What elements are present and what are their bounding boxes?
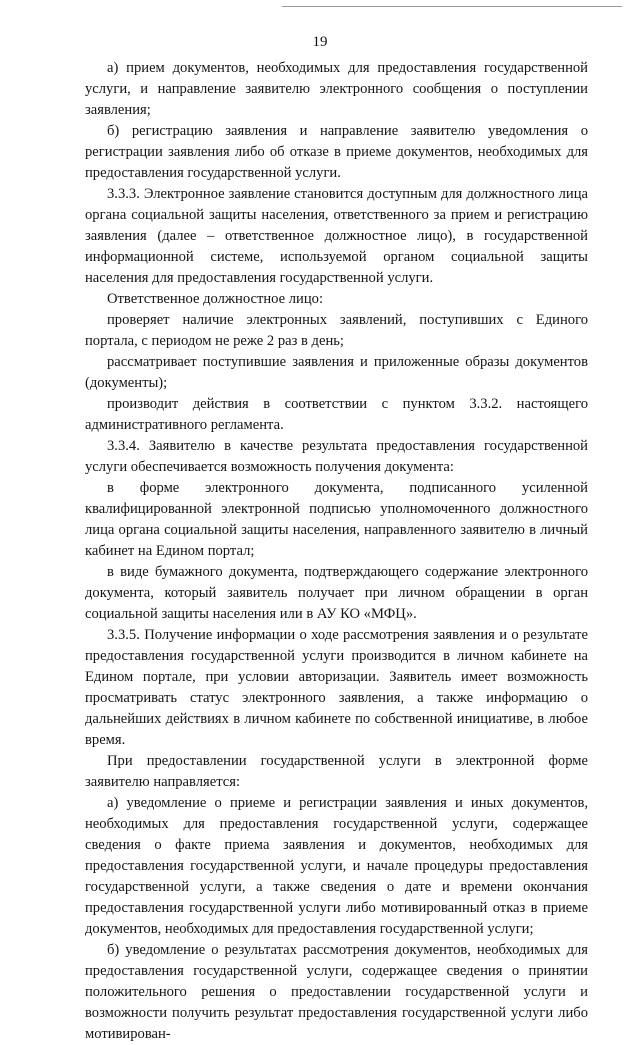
document-body: [85, 58, 588, 1045]
paragraph: Ответственное должностное лицо:: [107, 291, 323, 307]
top-rule: [282, 6, 622, 7]
paragraph: б) уведомление о результатах рассмотрения документов, необходимых для предоставления государственной услуги, содержащее сведения о принятии положительного решения о предоставлении государственной услуги и возможности получить результат предоставления государственной услуги либо мотивирован-: [85, 942, 588, 1042]
paragraph: 3.3.3. Электронное заявление становится доступным для должностного лица органа социальной защиты населения, ответственного за прием и регистрацию заявления (далее – ответственное должностное лицо), в государственной информационной системе, используемой органом социальной защиты населения для предоставления государственной услуги.: [85, 186, 588, 286]
paragraph: а) уведомление о приеме и регистрации заявления и иных документов, необходимых для предоставления государственной услуги, содержащее сведения о факте приема заявления и документов, необходимых для предоставления государственной услуги, и начале процедуры предоставления государственной услуги, а также сведения о дате и времени окончания предоставления государственной услуги либо мотивированный отказ в приеме документов, необходимых для предоставления государственной услуги;: [85, 795, 588, 937]
paragraph: в форме электронного документа, подписанного усиленной квалифицированной электронной подписью уполномоченного должностного лица органа социальной защиты населения, направленного заявителю в личный кабинет на Едином портал;: [85, 480, 588, 559]
paragraph: 3.3.4. Заявителю в качестве результата предоставления государственной услуги обеспечивается возможность получения документа:: [85, 438, 588, 475]
paragraph: рассматривает поступившие заявления и приложенные образы документов (документы);: [85, 354, 588, 391]
paragraph: проверяет наличие электронных заявлений, поступивших с Единого портала, с периодом не реже 2 раз в день;: [85, 312, 588, 349]
paragraph: При предоставлении государственной услуги в электронной форме заявителю направляется:: [85, 753, 588, 790]
page-number: 19: [312, 34, 328, 50]
paragraph: б) регистрацию заявления и направление заявителю уведомления о регистрации заявления либо об отказе в приеме документов, необходимых для предоставления государственной услуги.: [85, 123, 588, 181]
paragraph: а) прием документов, необходимых для предоставления государственной услуги, и направление заявителю электронного сообщения о поступлении заявления;: [85, 60, 588, 118]
paragraph: в виде бумажного документа, подтверждающего содержание электронного документа, который заявитель получает при личном обращении в орган социальной защиты населения или в АУ КО «МФЦ».: [85, 564, 588, 622]
paragraph: 3.3.5. Получение информации о ходе рассмотрения заявления и о результате предоставления государственной услуги производится в личном кабинете на Едином портале, при условии авторизации. Заявитель имеет возможность просматривать статус электронного заявления, а также информацию о дальнейших действиях в личном кабинете по собственной инициативе, в любое время.: [85, 627, 588, 748]
paragraph: производит действия в соответствии с пунктом 3.3.2. настоящего административного регламента.: [85, 396, 588, 433]
